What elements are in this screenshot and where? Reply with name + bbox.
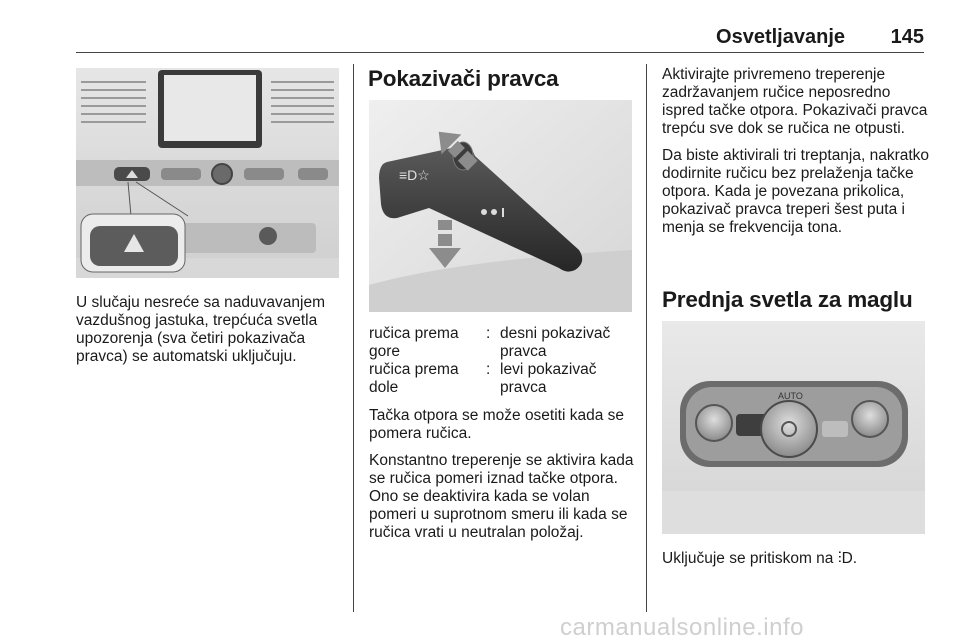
definition-value: desni pokazivač pravca [500,325,611,360]
temporary-flash-paragraph: Aktivirajte privremeno treperenje zadržavanjem ručice neposredno ispred tačke otpora. Pokazivači pravca trepću sve dok se ručica ne otpusti. [662,66,928,137]
definition-row [369,325,639,361]
section-title: Osvetljavanje [716,26,845,48]
resistance-paragraph: Tačka otpora se može osetiti kada se pomera ručica. [369,407,625,442]
definition-row [369,361,639,397]
definition-value: levi pokazivač pravca [500,361,597,396]
lever-direction-list [369,325,639,397]
header-rule [76,52,924,53]
definition-term: ručica prema dole [369,361,459,396]
airbag-hazard-paragraph: U slučaju nesreće sa naduvavanjem vazdušnog jastuka, trepćuća svetla upozorenja (sva četiri pokazivača pravca) se automatski uključuju. [76,294,325,365]
temporary-flash-text [662,66,932,246]
auto-label: AUTO [778,391,803,401]
definition-colon: : [486,361,491,378]
column-divider-1 [353,64,354,612]
definition-term: ručica prema gore [369,325,459,360]
hazard-button-figure [76,68,339,278]
fog-lights-heading: Prednja svetla za maglu [662,287,913,312]
turn-signals-heading: Pokazivači pravca [368,66,559,91]
light-switch-figure [662,321,925,534]
continuous-flash-paragraph: Konstantno treperenje se aktivira kada se ručica pomeri iznad tačke otpora. Ono se deaktivira kada se volan pomeri u suprotnom smeru ili kada se ručica vrati u neutralan položaj. [369,452,634,541]
column-divider-2 [646,64,647,612]
fog-caption: Uključuje se pritiskom na ⫶D. [662,550,858,567]
turn-signal-lever-figure [369,100,632,312]
lever-light-symbol: ≡D☆ [399,167,430,183]
page-number: 145 [890,26,924,48]
watermark: carmanualsonline.info [560,614,804,641]
definition-colon: : [486,325,491,342]
turn-signal-text [369,407,637,551]
three-flash-paragraph: Da biste aktivirali tri treptanja, nakratko dodirnite ručicu bez prelaženja tačke otpora. Kada je povezana prikolica, pokazivač pravca treperi šest puta i menja se frekvencija tona. [662,147,930,236]
